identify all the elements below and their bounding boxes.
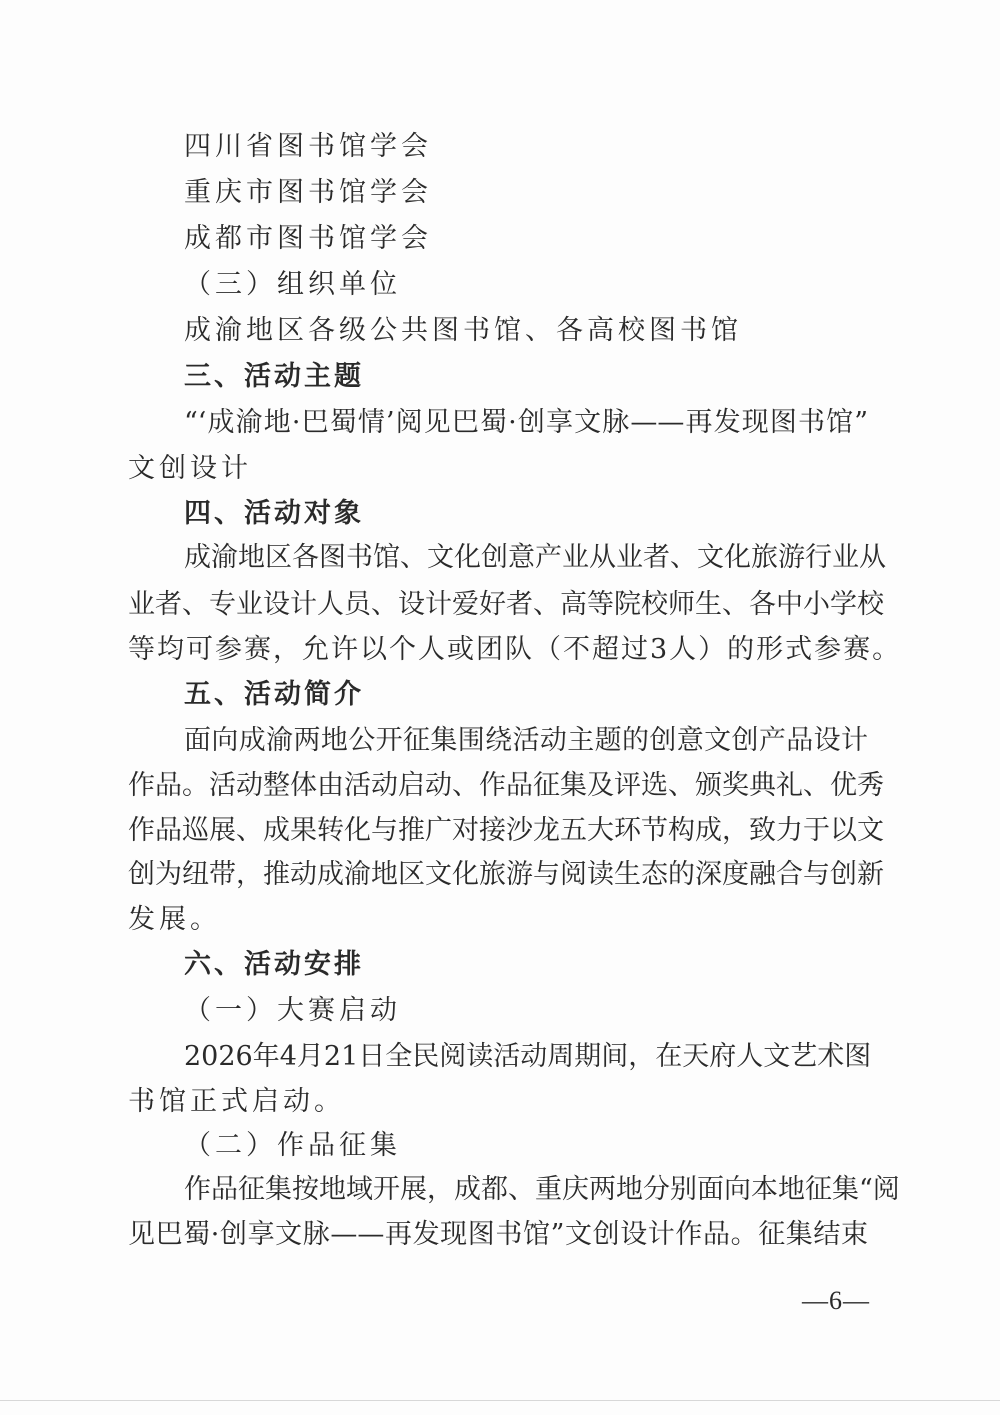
launch-text-line-2: 书馆正式启动。 bbox=[128, 1086, 345, 1117]
organizer-sichuan: 四川省图书馆学会 bbox=[184, 131, 432, 162]
launch-text-line-1: 2026年4月21日全民阅读活动周期间，在天府人文艺术图 bbox=[184, 1041, 872, 1072]
participants-text-line-1: 成渝地区各图书馆、文化创意产业从业者、文化旅游行业从 bbox=[184, 542, 886, 573]
collection-text-line-2: 见巴蜀·创享文脉——再发现图书馆”文创设计作品。征集结束 bbox=[128, 1219, 868, 1250]
organizer-chongqing: 重庆市图书馆学会 bbox=[184, 177, 432, 208]
introduction-text-line-2: 作品。活动整体由活动启动、作品征集及评选、颁奖典礼、优秀 bbox=[128, 770, 884, 801]
subsection-heading-collection: （二）作品征集 bbox=[184, 1130, 401, 1161]
subsection-heading-organizing-units: （三）组织单位 bbox=[184, 269, 401, 300]
participants-text-line-2: 业者、专业设计人员、设计爱好者、高等院校师生、各中小学校 bbox=[128, 589, 884, 620]
theme-text-line-1: “‘成渝地·巴蜀情’阅见巴蜀·创享文脉——再发现图书馆” bbox=[184, 407, 868, 438]
page-bottom-edge bbox=[0, 1400, 1000, 1401]
participants-text-line-3: 等均可参赛，允许以个人或团队（不超过3人）的形式参赛。 bbox=[128, 634, 902, 665]
organizer-chengdu: 成都市图书馆学会 bbox=[184, 223, 432, 254]
subsection-heading-launch: （一）大赛启动 bbox=[184, 995, 401, 1026]
section-heading-schedule: 六、活动安排 bbox=[184, 949, 364, 980]
introduction-text-line-5: 发展。 bbox=[128, 904, 221, 935]
section-heading-theme: 三、活动主题 bbox=[184, 361, 364, 392]
introduction-text-line-3: 作品巡展、成果转化与推广对接沙龙五大环节构成，致力于以文 bbox=[128, 815, 884, 846]
theme-text-line-2: 文创设计 bbox=[128, 453, 252, 484]
introduction-text-line-1: 面向成渝两地公开征集围绕活动主题的创意文创产品设计 bbox=[184, 725, 868, 756]
section-heading-introduction: 五、活动简介 bbox=[184, 679, 364, 710]
organizing-units-text: 成渝地区各级公共图书馆、各高校图书馆 bbox=[184, 315, 742, 346]
collection-text-line-1: 作品征集按地域开展，成都、重庆两地分别面向本地征集“阅 bbox=[184, 1174, 900, 1205]
page-number: —6— bbox=[802, 1286, 870, 1315]
introduction-text-line-4: 创为纽带，推动成渝地区文化旅游与阅读生态的深度融合与创新 bbox=[128, 859, 884, 890]
section-heading-participants: 四、活动对象 bbox=[184, 498, 364, 529]
